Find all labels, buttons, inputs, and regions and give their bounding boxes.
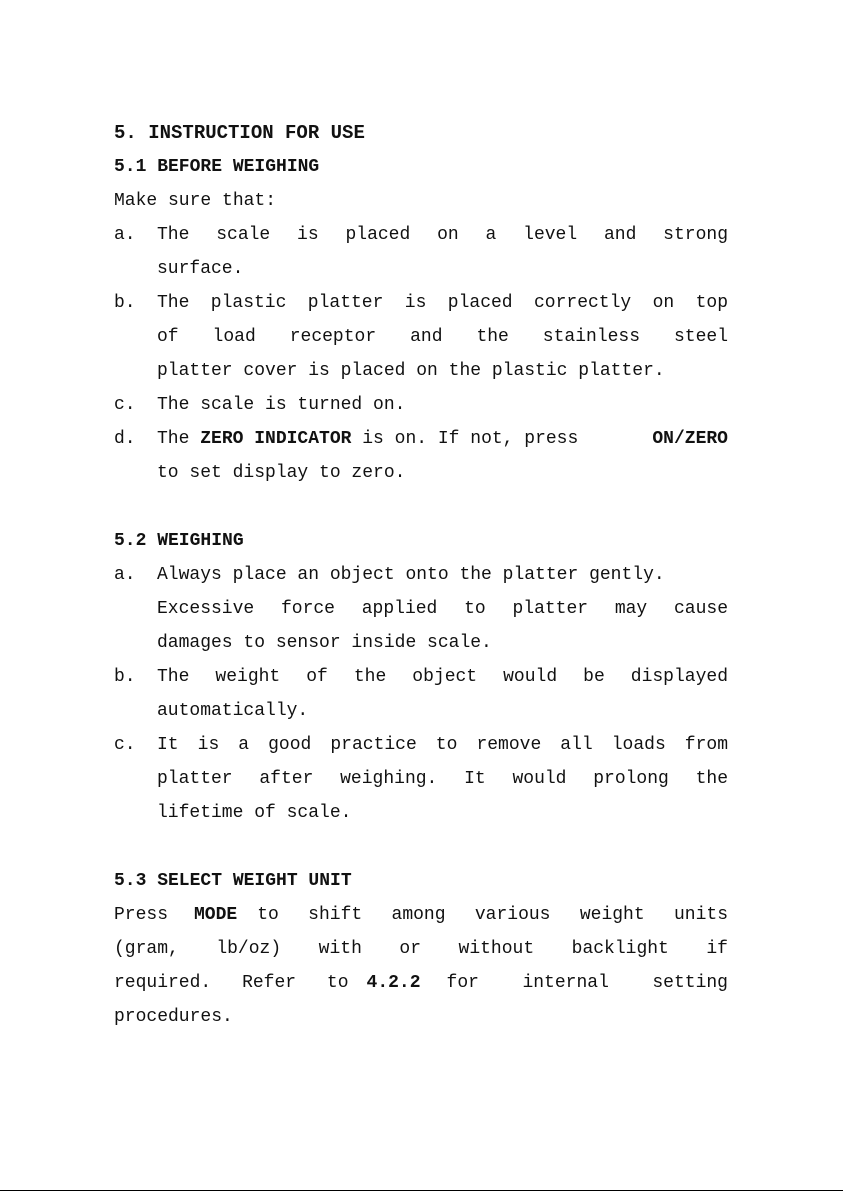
list-item <box>114 728 728 830</box>
list-line: surface. <box>157 259 244 279</box>
list-line: The plastic platter is placed correctly on top <box>157 293 728 313</box>
text-run: for internal setting <box>446 973 728 993</box>
text-run: Press <box>114 905 179 925</box>
list-item <box>114 286 728 388</box>
text-run: The <box>157 429 201 449</box>
page-bottom-rule <box>0 1190 843 1191</box>
list-item <box>114 388 728 422</box>
list-item <box>114 558 728 660</box>
list-marker: b. <box>114 293 136 313</box>
text-run: to shift among various weight units <box>257 905 728 925</box>
list-marker: d. <box>114 429 136 449</box>
list-line: Excessive force applied to platter may cause <box>157 599 728 619</box>
list-line: platter after weighing. It would prolong the <box>157 769 728 789</box>
subsection-title-5-1: 5.1 BEFORE WEIGHING <box>114 157 320 177</box>
list-item <box>114 660 728 728</box>
section-heading: 5. INSTRUCTION FOR USE <box>114 122 365 144</box>
subsection-title-5-2: 5.2 WEIGHING <box>114 531 244 551</box>
intro-text: Make sure that: <box>114 191 277 211</box>
list-line: platter cover is placed on the plastic platter. <box>157 361 665 381</box>
list-marker: a. <box>114 225 136 245</box>
list-line: lifetime of scale. <box>157 803 352 823</box>
list-line: of load receptor and the stainless steel <box>157 327 728 347</box>
list-line: The scale is turned on. <box>157 395 406 415</box>
list-marker: c. <box>114 395 136 415</box>
list-line: damages to sensor inside scale. <box>157 633 492 653</box>
list-line: automatically. <box>157 701 309 721</box>
list-marker: a. <box>114 565 136 585</box>
list-line: to set display to zero. <box>157 463 406 483</box>
list-marker: b. <box>114 667 136 687</box>
list-line: The weight of the object would be displayed <box>157 667 728 687</box>
list-item <box>114 218 728 286</box>
list-item <box>114 422 728 490</box>
section-reference: 4.2.2 <box>366 973 421 993</box>
list-marker: c. <box>114 735 136 755</box>
list-line <box>157 422 728 456</box>
text-run: is on. If not, press <box>351 429 590 449</box>
list-line: Always place an object onto the platter gently. <box>157 565 665 585</box>
paragraph-line <box>114 966 728 1000</box>
paragraph-line <box>114 898 728 932</box>
mode-key: MODE <box>194 905 238 925</box>
list-line: It is a good practice to remove all loads from <box>157 735 728 755</box>
zero-indicator-term: ZERO INDICATOR <box>200 429 352 449</box>
text-run: required. Refer to <box>114 973 349 993</box>
document-page <box>114 116 728 1034</box>
subsection-title-5-3: 5.3 SELECT WEIGHT UNIT <box>114 871 352 891</box>
paragraph-line: procedures. <box>114 1007 233 1027</box>
list-line: The scale is placed on a level and strong <box>157 225 728 245</box>
on-zero-key: ON/ZERO <box>652 429 728 449</box>
paragraph-line: (gram, lb/oz) with or without backlight if <box>114 939 728 959</box>
